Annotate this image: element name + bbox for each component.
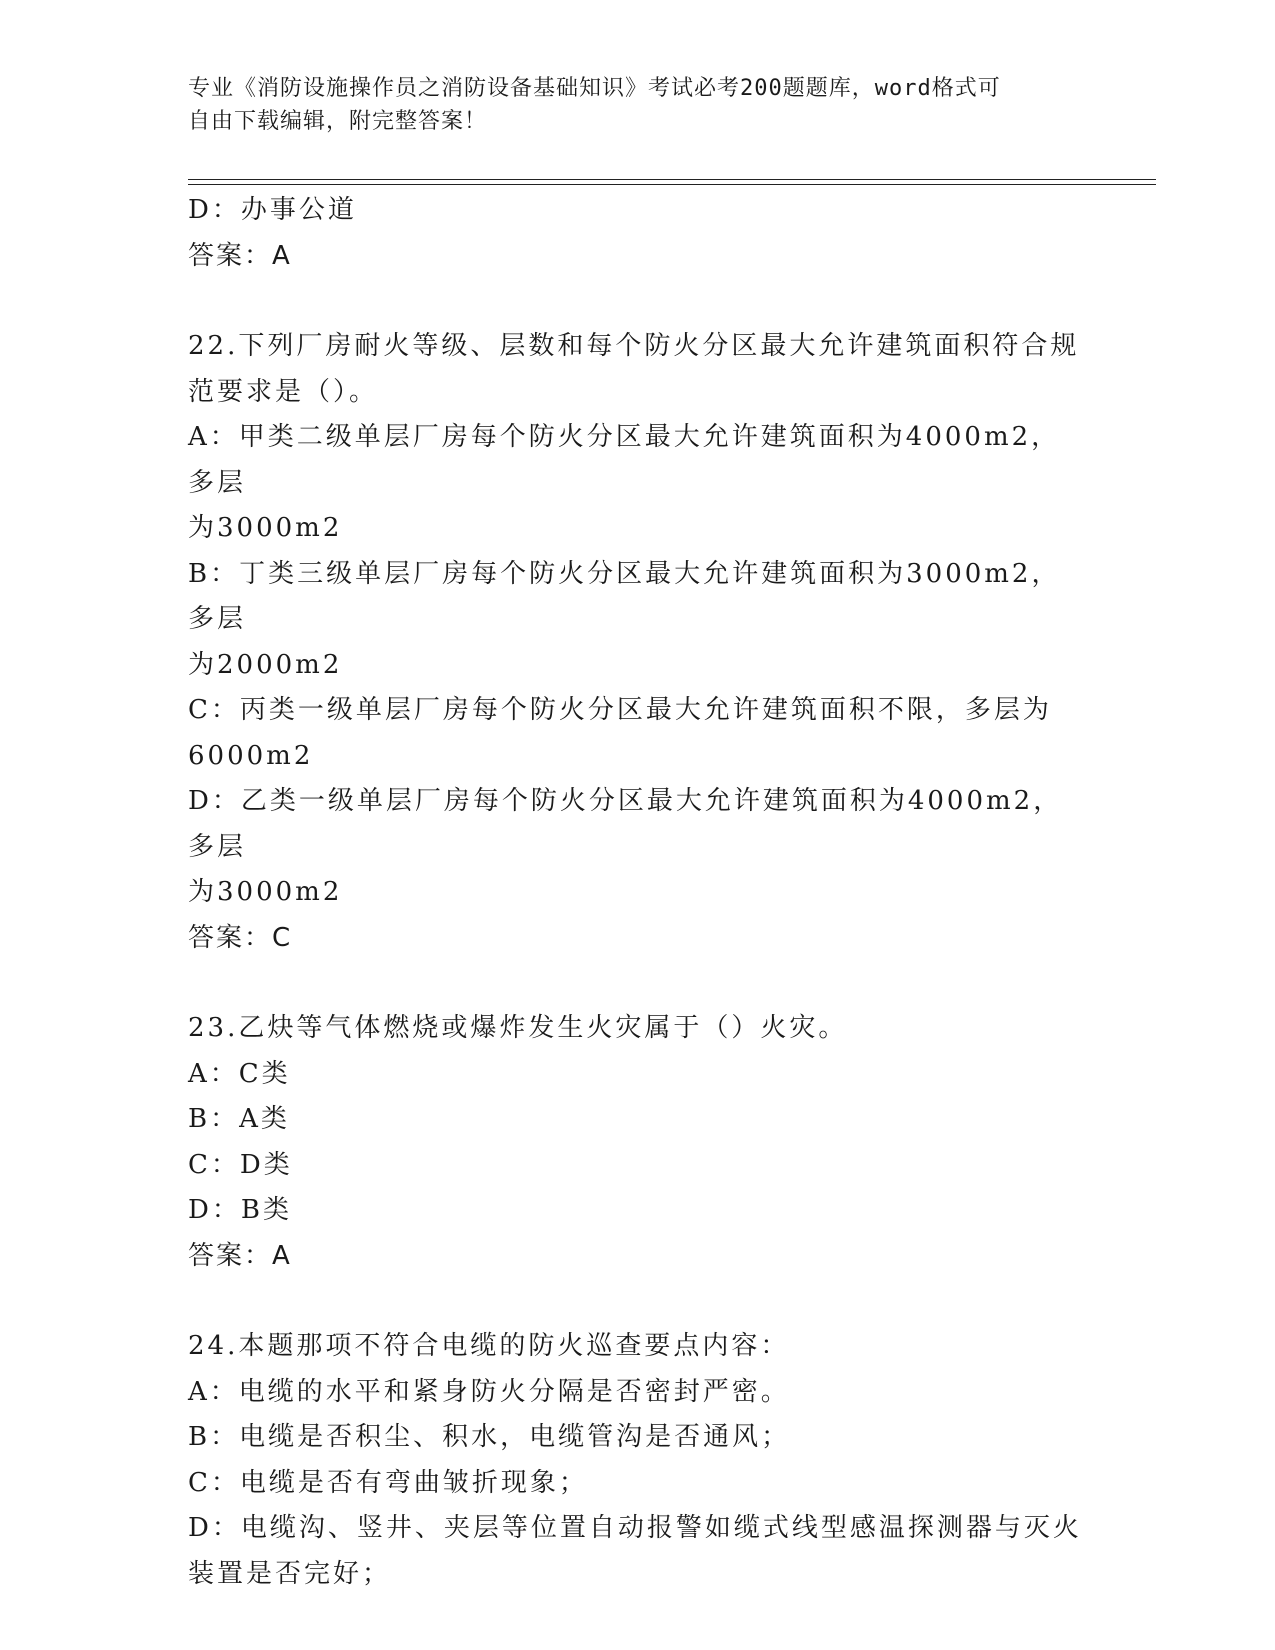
- spacer: [188, 1279, 1088, 1324]
- option-d-continued: 为3000m2: [188, 877, 343, 907]
- answer-line: 答案：A: [188, 240, 292, 271]
- question-24: [188, 1324, 1088, 1597]
- option-d-continued: 装置是否完好；: [188, 1558, 392, 1589]
- answer-line: 答案：C: [188, 922, 293, 953]
- page-header: [188, 72, 1088, 138]
- option-b: B：丁类三级单层厂房每个防火分区最大允许建筑面积为3000m2，多层: [188, 558, 1061, 634]
- question-22: [188, 324, 1088, 961]
- spacer: [188, 279, 1088, 324]
- header-title-line-2: 自由下载编辑，附完整答案！: [188, 109, 488, 134]
- option-d: D：B类: [188, 1195, 292, 1225]
- header-double-rule: [188, 179, 1156, 185]
- option-c-continued: 6000m2: [188, 740, 314, 771]
- header-title-line-1: 专业《消防设施操作员之消防设备基础知识》考试必考200题题库，word格式可: [188, 76, 1001, 101]
- option-d: D：电缆沟、竖井、夹层等位置自动报警如缆式线型感温探测器与灭火: [188, 1513, 1082, 1543]
- question-content: [188, 188, 1088, 1597]
- option-b: B：A类: [188, 1104, 290, 1134]
- question-stem: 24.本题那项不符合电缆的防火巡查要点内容：: [188, 1331, 790, 1361]
- question-stem-line-1: 22.下列厂房耐火等级、层数和每个防火分区最大允许建筑面积符合规: [188, 331, 1080, 361]
- option-a-continued: 为3000m2: [188, 513, 343, 543]
- option-c: C：电缆是否有弯曲皱折现象；: [188, 1467, 588, 1498]
- spacer: [188, 961, 1088, 1006]
- option-a: A：C类: [188, 1058, 291, 1089]
- question-23: [188, 1006, 1088, 1279]
- option-d: D：乙类一级单层厂房每个防火分区最大允许建筑面积为4000m2，多层: [188, 786, 1063, 862]
- question-stem: 23.乙炔等气体燃烧或爆炸发生火灾属于（）火灾。: [188, 1013, 848, 1043]
- option-b-continued: 为2000m2: [188, 649, 343, 680]
- option-a: A：电缆的水平和紧身防火分隔是否密封严密。: [188, 1376, 790, 1407]
- option-c: C：丙类一级单层厂房每个防火分区最大允许建筑面积不限，多层为: [188, 695, 1052, 725]
- option-d: D：办事公道: [188, 195, 357, 225]
- question-21-tail: [188, 188, 1088, 279]
- option-a: A：甲类二级单层厂房每个防火分区最大允许建筑面积为4000m2，多层: [188, 422, 1061, 498]
- option-b: B：电缆是否积尘、积水，电缆管沟是否通风；: [188, 1422, 791, 1452]
- option-c: C：D类: [188, 1149, 293, 1180]
- question-stem-line-2: 范要求是（）。: [188, 376, 379, 407]
- answer-line: 答案：A: [188, 1240, 292, 1271]
